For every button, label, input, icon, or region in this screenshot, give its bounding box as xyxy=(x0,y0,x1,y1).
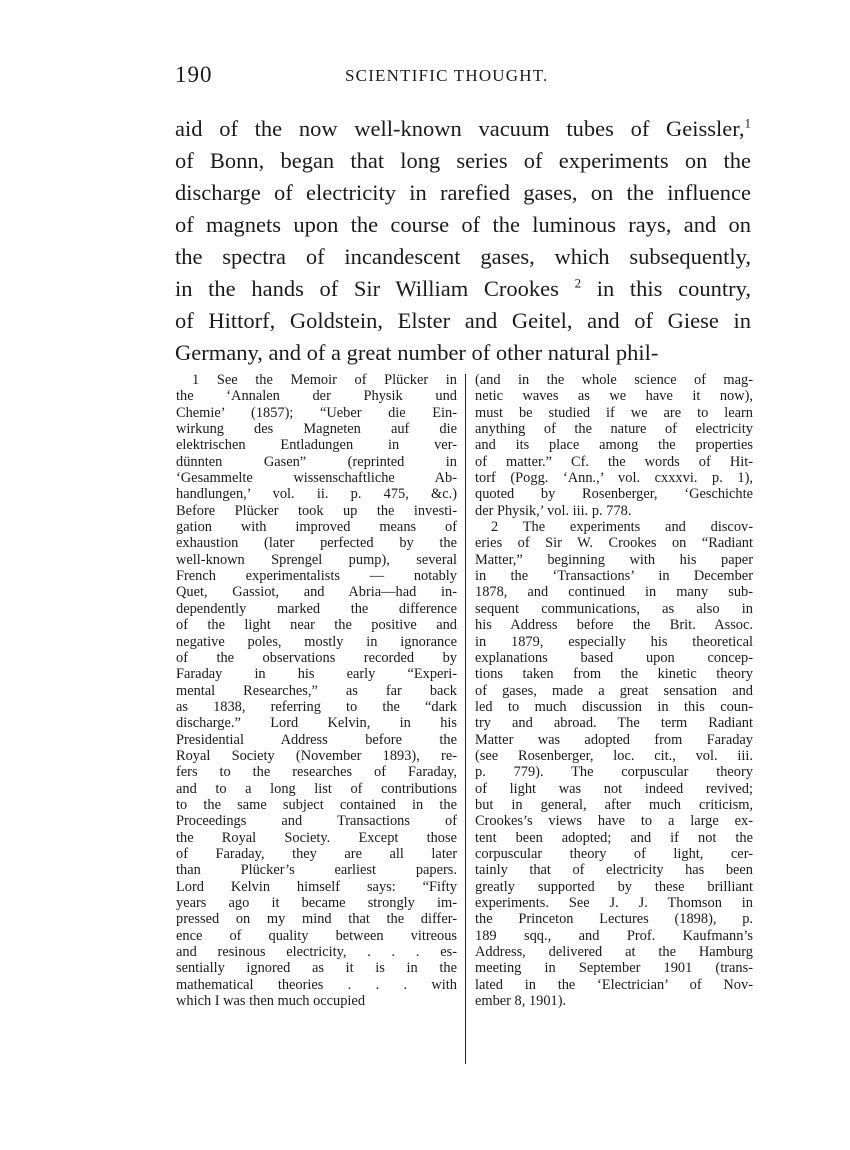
body-line: of Hittorf, Goldstein, Elster and Geitel, and of Giese in xyxy=(175,308,751,333)
footnote-line: of Faraday, they are all later xyxy=(176,845,457,862)
footnote-line: (see Rosenberger, loc. cit., vol. iii. xyxy=(475,747,753,764)
footnote-line: tainly that of electricity has been xyxy=(475,862,753,879)
footnote-line: netic waves as we have it now), xyxy=(475,388,753,405)
footnote-line: der Physik,’ vol. iii. p. 778. xyxy=(475,502,632,519)
footnote-line: and to a long list of contributions xyxy=(176,780,457,797)
main-paragraph xyxy=(175,113,751,369)
footnote-line: but in general, after much criticism, xyxy=(475,796,753,813)
footnote-line: French experimentalists — notably xyxy=(176,568,457,585)
footnote-line: experiments. See J. J. Thomson in xyxy=(475,895,753,911)
footnote-line: Faraday in his early “Experi- xyxy=(176,666,457,683)
footnote-line: gation with improved means of xyxy=(176,519,457,536)
footnote-line: of gases, made a great sensation and xyxy=(475,682,753,699)
footnote-line: explanations based upon concep- xyxy=(475,649,753,666)
body-line: Germany, and of a great number of other natural phil- xyxy=(175,340,659,365)
footnote-line: than Plücker’s earliest papers. xyxy=(176,862,457,879)
footnote-line: Address, delivered at the Hamburg xyxy=(475,944,753,961)
footnote-line: as 1838, referring to the “dark xyxy=(176,698,457,715)
footnote-line: 189 sqq., and Prof. Kaufmann’s xyxy=(475,927,753,944)
footnote-line: (and in the whole science of mag- xyxy=(475,372,753,388)
footnote-line: elektrischen Entladungen in ver- xyxy=(176,437,457,454)
footnote-line: the Princeton Lectures (1898), p. xyxy=(475,911,753,928)
footnote-line: Royal Society (November 1893), re- xyxy=(176,747,457,764)
footnote-line: sequent communications, as also in xyxy=(475,600,753,617)
footnote-line: in the ‘Transactions’ in December xyxy=(475,568,753,585)
footnote-column-right xyxy=(475,372,753,1009)
footnote-ref-2[interactable]: 2 xyxy=(574,275,582,291)
footnote-line: try and abroad. The term Radiant xyxy=(475,715,753,732)
footnote-line: ence of quality between vitreous xyxy=(176,927,457,944)
footnote-line: of the observations recorded by xyxy=(176,649,457,666)
footnote-line: must be studied if we are to learn xyxy=(475,404,753,421)
body-line: of Bonn, began that long series of experiments on the xyxy=(175,148,751,173)
footnote-line: greatly supported by these brilliant xyxy=(475,878,753,895)
footnote-line: Matter was adopted from Faraday xyxy=(475,731,753,748)
body-line: the spectra of incandescent gases, which subsequently, xyxy=(175,244,751,269)
footnote-line: of the light near the positive and xyxy=(176,617,457,634)
column-divider xyxy=(465,374,466,1064)
footnote-line: fers to the researches of Faraday, xyxy=(176,764,457,781)
footnote-line: pressed on my mind that the differ- xyxy=(176,911,457,928)
footnote-line: 1 See the Memoir of Plücker in xyxy=(192,372,457,388)
footnote-line: Crookes’s views have to a large ex- xyxy=(475,813,753,830)
footnote-line: p. 779). The corpuscular theory xyxy=(475,764,753,781)
footnote-line: lated in the ‘Electrician’ of Nov- xyxy=(475,976,753,993)
footnote-line: dünnten Gasen” (reprinted in xyxy=(176,453,457,470)
footnote-line: exhaustion (later perfected by the xyxy=(176,535,457,552)
footnote-line: Presidential Address before the xyxy=(176,731,457,748)
footnote-line: mathematical theories . . . with xyxy=(176,976,457,993)
footnote-line: handlungen,’ vol. ii. p. 475, &c.) xyxy=(176,486,457,503)
footnote-line: mental Researches,” as far back xyxy=(176,682,457,699)
footnote-line: anything of the nature of electricity xyxy=(475,421,753,438)
footnote-line: Matter,” beginning with his paper xyxy=(475,551,753,568)
footnote-line: in 1879, especially his theoretical xyxy=(475,633,753,650)
footnote-line: of matter.” Cf. the words of Hit- xyxy=(475,453,753,470)
footnote-line: meeting in September 1901 (trans- xyxy=(475,960,753,977)
footnote-line: 2 The experiments and discov- xyxy=(491,519,753,536)
footnote-line: 1878, and continued in many sub- xyxy=(475,584,753,601)
running-title: SCIENTIFIC THOUGHT. xyxy=(345,66,549,85)
footnote-line: eries of Sir W. Crookes on “Radiant xyxy=(475,535,753,552)
body-line: of magnets upon the course of the luminous rays, and on xyxy=(175,212,751,237)
page-number: 190 xyxy=(175,62,213,87)
footnote-line: the Royal Society. Except those xyxy=(176,829,457,846)
footnotes xyxy=(176,372,753,1072)
footnote-line: quoted by Rosenberger, ‘Geschichte xyxy=(475,486,753,503)
footnote-line: negative poles, mostly in ignorance xyxy=(176,633,457,650)
footnote-line: Proceedings and Transactions of xyxy=(176,813,457,830)
footnote-line: Lord Kelvin himself says: “Fifty xyxy=(176,878,457,895)
footnote-line: years ago it became strongly im- xyxy=(176,895,457,911)
footnote-line: to the same subject contained in the xyxy=(176,796,457,813)
footnote-line: and resinous electricity, . . . es- xyxy=(176,944,457,961)
footnote-column-left xyxy=(176,372,457,1009)
body-line: discharge of electricity in rarefied gases, on the influence xyxy=(175,180,751,205)
footnote-line: well-known Sprengel pump), several xyxy=(176,551,457,568)
footnote-line: Quet, Gassiot, and Abria—had in- xyxy=(176,584,457,601)
footnote-line: tions taken from the kinetic theory xyxy=(475,666,753,683)
footnote-ref-1[interactable]: 1 xyxy=(744,115,751,131)
footnote-line: corpuscular theory of light, cer- xyxy=(475,845,753,862)
footnote-line: wirkung des Magneten auf die xyxy=(176,421,457,438)
body-line: aid of the now well-known vacuum tubes of Geissler,$^1$ xyxy=(175,115,751,141)
footnote-line: dependently marked the difference xyxy=(176,600,457,617)
footnote-line: torf (Pogg. ‘Ann.,’ vol. cxxxvi. p. 1), xyxy=(475,470,753,487)
footnote-line: tent been adopted; and if not the xyxy=(475,829,753,846)
footnote-line: Chemie’ (1857); “Ueber die Ein- xyxy=(176,404,457,421)
footnote-line: and its place among the properties xyxy=(475,437,753,454)
footnote-line: led to much discussion in this coun- xyxy=(475,698,753,715)
footnote-line: discharge.” Lord Kelvin, in his xyxy=(176,715,457,732)
footnote-line: ‘Gesammelte wissenschaftliche Ab- xyxy=(176,470,457,487)
footnote-line: Before Plücker took up the investi- xyxy=(176,502,457,519)
footnote-line: ember 8, 1901). xyxy=(475,993,567,1010)
footnote-line: the ‘Annalen der Physik und xyxy=(176,388,457,405)
footnote-line: of light was not indeed revived; xyxy=(475,780,753,797)
footnote-line: sentially ignored as it is in the xyxy=(176,960,457,977)
running-head xyxy=(175,62,751,96)
footnote-line: which I was then much occupied xyxy=(176,993,366,1010)
body-line: in the hands of Sir William Crookes $^2$ in this country, xyxy=(175,275,752,301)
footnote-line: his Address before the Brit. Assoc. xyxy=(475,617,753,634)
